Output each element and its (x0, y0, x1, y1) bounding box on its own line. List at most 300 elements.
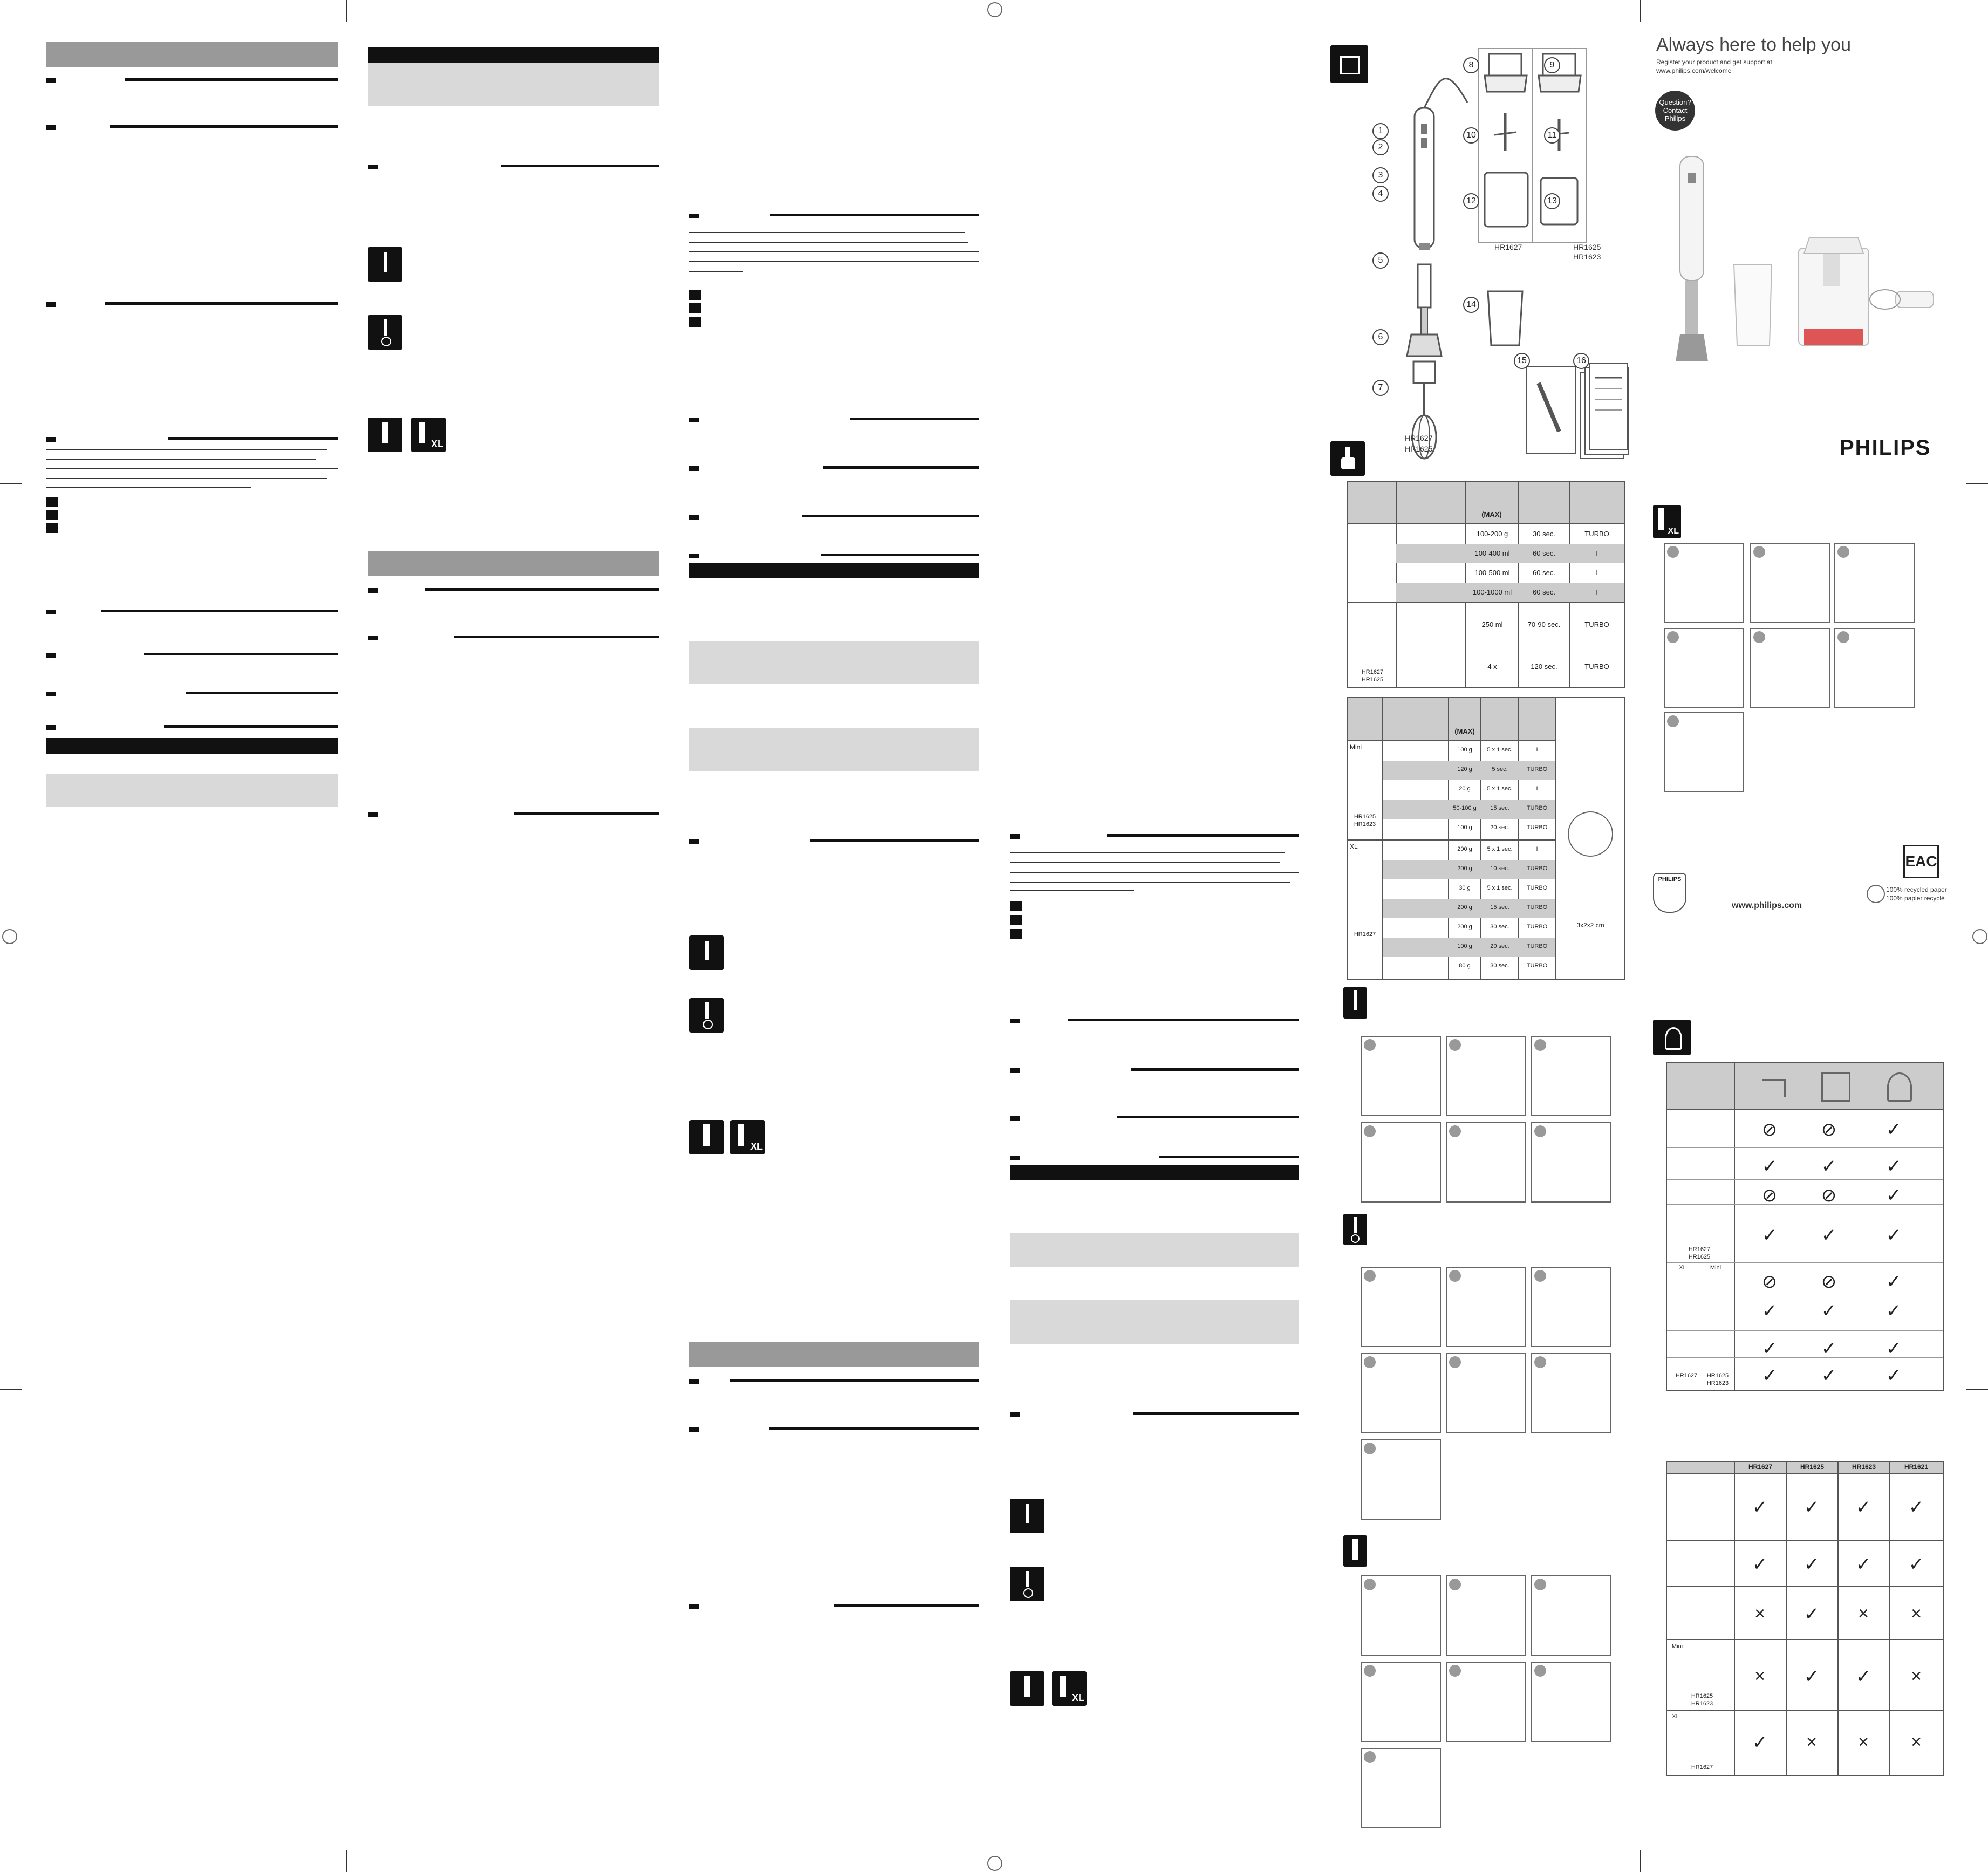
cross-icon: × (1754, 1603, 1765, 1624)
blender-icon (368, 247, 402, 282)
check-icon: ✓ (1885, 1338, 1902, 1359)
registration-mark (987, 2, 1002, 17)
hand-pointer-icon (1330, 441, 1365, 476)
note-box (1010, 1233, 1299, 1267)
registration-mark (987, 1856, 1002, 1871)
check-icon: ✓ (1752, 1554, 1768, 1575)
prohibited-icon: ⊘ (1821, 1272, 1837, 1292)
whisk-icon (368, 315, 402, 350)
whisk-icon (1343, 1214, 1367, 1245)
model-label: HR1623 (1691, 1700, 1713, 1707)
cube-magnifier-icon (1568, 811, 1613, 857)
time-cell: 15 sec. (1490, 904, 1509, 911)
section-black-bar (46, 738, 338, 754)
model-label: HR1623 (1573, 252, 1601, 261)
qty-cell: 100 g (1457, 943, 1472, 949)
heading-rule (186, 692, 338, 694)
xl-label: XL (1679, 1265, 1686, 1271)
check-icon: ✓ (1761, 1156, 1778, 1177)
model-header: HR1623 (1852, 1463, 1876, 1471)
step-panel (1531, 1267, 1611, 1347)
check-icon: ✓ (1908, 1554, 1924, 1575)
step-panel (1531, 1036, 1611, 1116)
time-cell: 20 sec. (1490, 943, 1509, 949)
heading-rule (823, 466, 979, 469)
xl-badge: XL (750, 1141, 763, 1152)
section-header-bar (368, 551, 659, 576)
crop-mark (1966, 1389, 1988, 1390)
model-label: HR1625 (1361, 677, 1384, 683)
max-label: (MAX) (1481, 510, 1502, 518)
heading-marker (46, 78, 56, 83)
cross-icon: × (1858, 1603, 1869, 1624)
heading-marker (368, 588, 378, 593)
text-line (46, 468, 338, 469)
check-icon: ✓ (1885, 1272, 1902, 1292)
heading-rule (810, 839, 979, 842)
headline: Always here to help you (1656, 35, 1851, 55)
heading-marker (46, 302, 56, 307)
heading-rule (802, 515, 979, 517)
step-panel (1361, 1353, 1441, 1433)
step-panel (1361, 1662, 1441, 1742)
heading-marker (689, 515, 699, 520)
section-header-bar (689, 1342, 979, 1367)
heading-marker (46, 610, 56, 614)
heading-marker (368, 165, 378, 169)
note-box (1010, 1300, 1299, 1344)
step-panel (1531, 1575, 1611, 1656)
heading-marker (689, 1427, 699, 1432)
step-panel (1361, 1267, 1441, 1347)
heading-rule (730, 1379, 979, 1382)
time-cell: 30 sec. (1490, 962, 1509, 969)
check-icon: ✓ (1821, 1156, 1837, 1177)
qty-cell: 100 g (1457, 824, 1472, 831)
unbox-icon (1330, 45, 1368, 83)
checkbox-square (1010, 929, 1022, 939)
time-cell: 10 sec. (1490, 865, 1509, 872)
check-icon: ✓ (1803, 1666, 1820, 1687)
part-number: 15 (1514, 353, 1530, 369)
heading-marker (689, 554, 699, 558)
part-number: 6 (1372, 329, 1389, 345)
check-icon: ✓ (1885, 1119, 1902, 1140)
time-cell: 120 sec. (1531, 662, 1557, 671)
model-label: HR1623 (1706, 1380, 1729, 1386)
time-cell: 20 sec. (1490, 824, 1509, 831)
check-icon: ✓ (1761, 1225, 1778, 1246)
heading-marker (689, 466, 699, 471)
recycle-icon (1867, 885, 1885, 903)
check-icon: ✓ (1821, 1365, 1837, 1386)
check-icon: ✓ (1885, 1156, 1902, 1177)
speed-cell: TURBO (1526, 962, 1548, 969)
whisk-icon (689, 998, 724, 1033)
cloth-icon (1887, 1072, 1912, 1102)
badge-line: Contact (1663, 106, 1688, 114)
heading-rule (514, 812, 659, 815)
model-label: HR1623 (1354, 821, 1376, 828)
usage-table-blender (1347, 481, 1625, 688)
heading-marker (1010, 1019, 1020, 1023)
step-panel (1834, 628, 1915, 708)
model-label: HR1627 (1494, 243, 1522, 251)
checkbox-square (46, 510, 58, 520)
heading-rule (834, 1604, 979, 1607)
chopper-xl-icon (411, 418, 446, 452)
text-line (1010, 890, 1134, 891)
part-number: 5 (1372, 252, 1389, 269)
speed-cell: I (1536, 747, 1538, 753)
heading-rule (1068, 1019, 1299, 1021)
check-icon: ✓ (1885, 1301, 1902, 1321)
register-url: www.philips.com/welcome (1656, 67, 1732, 74)
qty-cell: 50-100 g (1453, 805, 1477, 811)
cross-icon: × (1806, 1732, 1817, 1752)
checkbox-square (1010, 915, 1022, 925)
model-header: HR1625 (1800, 1463, 1825, 1471)
crop-mark (346, 1850, 347, 1872)
mini-label: Mini (1671, 1643, 1683, 1650)
chopper-icon (689, 1120, 724, 1154)
speed-cell: TURBO (1526, 904, 1548, 911)
check-icon: ✓ (1761, 1365, 1778, 1386)
recycled-text: 100% papier recyclé (1886, 894, 1945, 902)
speed-cell: TURBO (1526, 824, 1548, 831)
check-icon: ✓ (1761, 1301, 1778, 1321)
time-cell: 15 sec. (1490, 805, 1509, 811)
check-icon: ✓ (1908, 1497, 1924, 1518)
crop-mark (0, 483, 22, 484)
check-icon: ✓ (1752, 1497, 1768, 1518)
heading-marker (368, 812, 378, 817)
check-icon: ✓ (1885, 1185, 1902, 1206)
check-icon: ✓ (1803, 1497, 1820, 1518)
speed-cell: TURBO (1584, 662, 1609, 671)
philips-shield-logo (1653, 873, 1686, 913)
qty-cell: 100-500 ml (1474, 569, 1510, 577)
heading-marker (689, 839, 699, 844)
step-panel (1361, 1439, 1441, 1520)
heading-marker (46, 653, 56, 658)
heading-marker (1010, 1156, 1020, 1160)
qty-cell: 250 ml (1481, 620, 1503, 628)
heading-rule (164, 725, 338, 728)
check-icon: ✓ (1885, 1225, 1902, 1246)
model-label: HR1627 (1675, 1372, 1698, 1379)
speed-cell: TURBO (1526, 885, 1548, 891)
chopper-icon (1010, 1671, 1044, 1706)
qty-cell: 100-200 g (1476, 530, 1508, 538)
qty-cell: 100-1000 ml (1472, 588, 1512, 596)
model-label: HR1627 (1354, 931, 1376, 938)
section-black-bar (1010, 1165, 1299, 1180)
qty-cell: 20 g (1459, 785, 1471, 792)
product-photo (1658, 151, 1939, 378)
time-cell: 5 x 1 sec. (1487, 747, 1513, 753)
xl-badge: XL (1071, 1692, 1084, 1703)
step-panel (1531, 1353, 1611, 1433)
step-panel (1664, 712, 1744, 792)
part-number: 14 (1463, 297, 1479, 313)
model-label: HR1627 (1405, 434, 1433, 442)
step-panel (1446, 1575, 1526, 1656)
chopper-xl-icon (1052, 1671, 1087, 1706)
checkbox-square (689, 303, 701, 313)
time-cell: 5 x 1 sec. (1487, 785, 1513, 792)
checkbox-square (1010, 901, 1022, 911)
whisk-icon (1010, 1567, 1044, 1601)
text-line (46, 487, 251, 488)
step-panel (1446, 1662, 1526, 1742)
cross-icon: × (1911, 1666, 1922, 1686)
text-line (689, 242, 968, 243)
tap-icon (1762, 1079, 1786, 1097)
cross-icon: × (1754, 1666, 1765, 1686)
time-cell: 5 sec. (1492, 766, 1508, 773)
text-line (1010, 862, 1280, 863)
badge-line: Question? (1659, 98, 1691, 106)
note-box (46, 774, 338, 807)
prohibited-icon: ⊘ (1761, 1119, 1778, 1140)
xl-label: XL (1350, 843, 1358, 850)
check-icon: ✓ (1821, 1225, 1837, 1246)
qty-cell: 80 g (1459, 962, 1471, 969)
check-icon: ✓ (1855, 1554, 1871, 1575)
check-icon: ✓ (1752, 1732, 1768, 1753)
check-icon: ✓ (1821, 1338, 1837, 1359)
heading-marker (689, 1379, 699, 1384)
qty-cell: 200 g (1457, 865, 1472, 872)
text-line (689, 261, 979, 262)
time-cell: 30 sec. (1533, 530, 1555, 538)
text-line (689, 271, 743, 272)
text-line (689, 251, 979, 252)
max-label: (MAX) (1454, 727, 1475, 735)
model-label: HR1625 (1706, 1372, 1729, 1379)
part-number: 12 (1463, 193, 1479, 209)
step-panel (1446, 1267, 1526, 1347)
crop-mark (0, 1389, 22, 1390)
heading-rule (1159, 1156, 1299, 1158)
part-number: 16 (1573, 353, 1589, 369)
section-black-bar (368, 47, 659, 63)
step-panel (1664, 628, 1744, 708)
heading-rule (769, 1427, 979, 1430)
register-text: Register your product and get support at (1656, 58, 1772, 66)
crop-mark (1966, 483, 1988, 484)
eac-mark: EAC (1903, 845, 1939, 878)
registration-mark (1972, 929, 1987, 944)
text-line (46, 459, 316, 460)
blender-icon (689, 935, 724, 970)
xl-badge: XL (1668, 527, 1679, 536)
step-panel (1750, 628, 1830, 708)
part-number: 13 (1544, 193, 1560, 209)
step-panel (1750, 543, 1830, 623)
prohibited-icon: ⊘ (1761, 1185, 1778, 1206)
qty-cell: 200 g (1457, 924, 1472, 930)
step-panel (1361, 1575, 1441, 1656)
speed-cell: TURBO (1526, 865, 1548, 872)
model-header: HR1627 (1748, 1463, 1773, 1471)
part-number: 4 (1372, 186, 1389, 202)
part-number: 1 (1372, 123, 1389, 139)
heading-rule (1131, 1068, 1299, 1071)
usage-table-chopper (1347, 697, 1625, 980)
heading-marker (1010, 1068, 1020, 1073)
step-panel (1446, 1036, 1526, 1116)
text-line (1010, 852, 1285, 853)
speed-cell: TURBO (1584, 620, 1609, 628)
part-number: 10 (1463, 127, 1479, 144)
qty-cell: 30 g (1459, 885, 1471, 891)
speed-cell: TURBO (1526, 766, 1548, 773)
text-line (1010, 872, 1299, 873)
step-panel (1446, 1353, 1526, 1433)
cleaning-table (1666, 1062, 1944, 1391)
chopper-icon (368, 418, 402, 452)
part-number: 7 (1372, 380, 1389, 396)
chopper-xl-icon (1653, 505, 1681, 538)
heading-marker (689, 214, 699, 218)
heading-marker (1010, 1412, 1020, 1417)
time-cell: 60 sec. (1533, 569, 1555, 577)
step-panel (1664, 543, 1744, 623)
cross-icon: × (1911, 1603, 1922, 1624)
time-cell: 60 sec. (1533, 549, 1555, 557)
heading-rule (821, 554, 979, 556)
check-icon: ✓ (1855, 1666, 1871, 1687)
website-link[interactable]: www.philips.com (1732, 901, 1802, 910)
xl-label: XL (1672, 1713, 1679, 1720)
dishwasher-icon (1821, 1072, 1850, 1102)
model-label: HR1625 (1688, 1254, 1711, 1260)
shield-brand-text: PHILIPS (1658, 876, 1682, 883)
model-header: HR1621 (1904, 1463, 1929, 1471)
time-cell: 60 sec. (1533, 588, 1555, 596)
part-number: 8 (1463, 57, 1479, 73)
xl-badge: XL (431, 439, 443, 449)
time-cell: 5 x 1 sec. (1487, 885, 1513, 891)
step-panel (1834, 543, 1915, 623)
cross-icon: × (1858, 1732, 1869, 1752)
model-label: HR1625 (1573, 243, 1601, 251)
heading-rule (770, 214, 979, 216)
qty-cell: 100-400 ml (1474, 549, 1510, 557)
heading-marker (46, 437, 56, 442)
mini-label: Mini (1350, 743, 1362, 751)
heading-marker (689, 418, 699, 422)
model-label: HR1625 (1405, 445, 1433, 453)
heading-marker (46, 125, 56, 130)
speed-cell: TURBO (1526, 805, 1548, 811)
text-line (46, 449, 327, 450)
heading-rule (425, 588, 659, 591)
speed-cell: I (1536, 846, 1538, 852)
section-black-bar (689, 563, 979, 578)
heading-rule (105, 302, 338, 305)
model-label: HR1627 (1361, 669, 1384, 675)
time-cell: 30 sec. (1490, 924, 1509, 930)
part-number: 3 (1372, 167, 1389, 183)
heading-marker (1010, 1116, 1020, 1121)
badge-line: Philips (1664, 114, 1686, 122)
checkbox-square (46, 497, 58, 507)
models-table (1666, 1461, 1944, 1776)
check-icon: ✓ (1803, 1554, 1820, 1575)
note-box (689, 728, 979, 771)
speed-cell: TURBO (1584, 530, 1609, 538)
qty-cell: 120 g (1457, 766, 1472, 773)
prohibited-icon: ⊘ (1821, 1185, 1837, 1206)
speed-cell: TURBO (1526, 943, 1548, 949)
checkbox-square (46, 523, 58, 533)
speed-cell: TURBO (1526, 924, 1548, 930)
part-number: 11 (1544, 127, 1560, 144)
contact-badge[interactable] (1655, 91, 1695, 131)
model-label: HR1627 (1688, 1246, 1711, 1253)
prohibited-icon: ⊘ (1821, 1119, 1837, 1140)
chopper-xl-icon (730, 1120, 765, 1154)
recycled-text: 100% recycled paper (1886, 886, 1947, 893)
check-icon: ✓ (1855, 1497, 1871, 1518)
cleaning-cloth-icon (1653, 1020, 1691, 1055)
check-icon: ✓ (1803, 1604, 1820, 1624)
heading-marker (46, 725, 56, 730)
note-box (368, 63, 659, 106)
checkbox-square (689, 317, 701, 327)
speed-cell: I (1536, 785, 1538, 792)
cross-icon: × (1911, 1732, 1922, 1752)
heading-marker (368, 636, 378, 640)
step-panel (1361, 1122, 1441, 1203)
heading-rule (1107, 834, 1299, 837)
crop-mark (346, 0, 347, 22)
blender-icon (1010, 1499, 1044, 1533)
heading-rule (110, 125, 338, 128)
note-box (689, 641, 979, 684)
time-cell: 5 x 1 sec. (1487, 846, 1513, 852)
mini-label: Mini (1710, 1265, 1721, 1271)
part-number: 9 (1544, 57, 1560, 73)
heading-rule (1133, 1412, 1299, 1415)
heading-marker (689, 1604, 699, 1609)
qty-cell: 200 g (1457, 904, 1472, 911)
step-panel (1446, 1122, 1526, 1203)
step-panel (1361, 1036, 1441, 1116)
heading-marker (1010, 834, 1020, 839)
time-cell: 70-90 sec. (1527, 620, 1561, 628)
blender-icon (1343, 987, 1367, 1019)
qty-cell: 4 x (1487, 662, 1497, 671)
heading-rule (101, 610, 338, 612)
speed-cell: I (1596, 569, 1598, 577)
chopper-icon (1343, 1535, 1367, 1567)
heading-rule (454, 636, 659, 638)
part-number: 2 (1372, 139, 1389, 155)
speed-cell: I (1596, 549, 1598, 557)
crop-mark (1640, 1850, 1641, 1872)
check-icon: ✓ (1761, 1338, 1778, 1359)
prohibited-icon: ⊘ (1761, 1272, 1778, 1292)
heading-marker (46, 692, 56, 696)
text-line (46, 478, 327, 479)
text-line (689, 232, 965, 233)
check-icon: ✓ (1821, 1301, 1837, 1321)
text-line (1010, 882, 1290, 883)
